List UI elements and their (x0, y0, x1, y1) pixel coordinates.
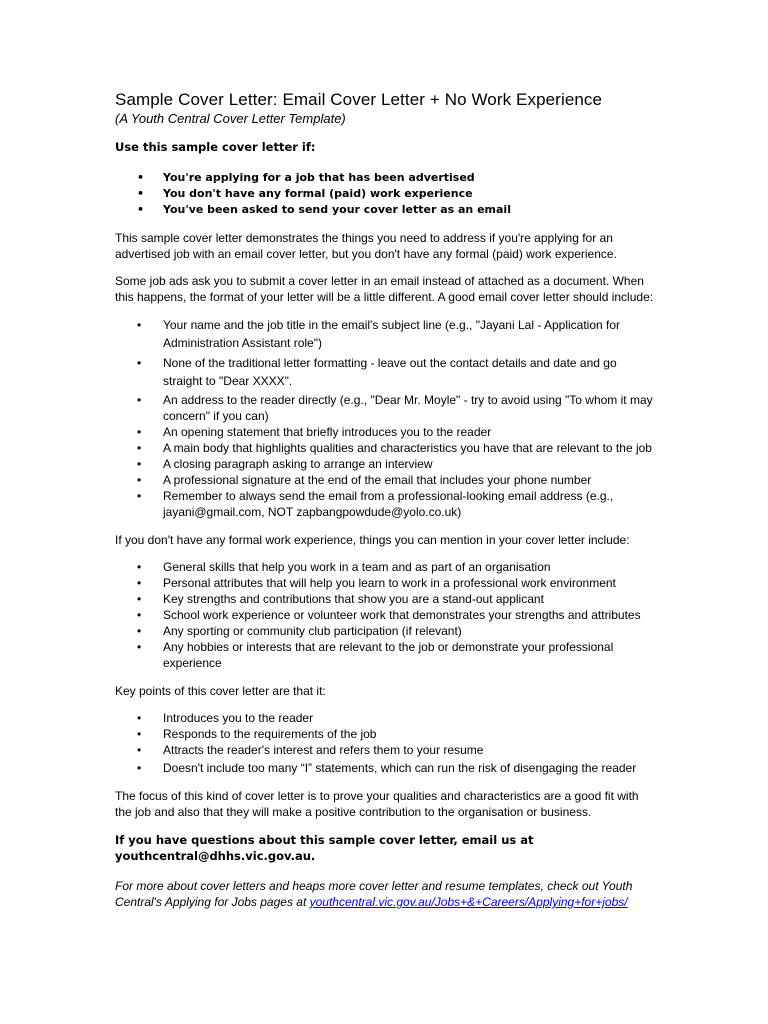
list-item: • Doesn't include too many “I” statements, which can run the risk of disengaging the reader (137, 761, 637, 775)
questions-line: If you have questions about this sample cover letter, email us at youthcentral@dhhs.vic.gov.au. (115, 833, 534, 863)
bullet-icon: • (137, 576, 142, 590)
list-item: • A main body that highlights qualities and characteristics you have that are relevant to the job (137, 441, 652, 455)
list-item: • Remember to always send the email from a professional-looking email address (e.g., jayani@gmail.com, NOT zapbangpowdude@yolo.co.uk) (137, 489, 614, 519)
more-info-paragraph (115, 878, 655, 910)
bullet-icon: • (137, 711, 142, 725)
intro-paragraph: This sample cover letter demonstrates the things you need to address if you're applying for an advertised job with an email cover letter, but you don't have any formal (paid) work experience. (115, 231, 617, 261)
list-item: • Attracts the reader's interest and refers them to your resume (137, 743, 484, 757)
bullet-icon: • (137, 640, 142, 654)
youth-central-link[interactable]: youthcentral.vic.gov.au/Jobs+&+Careers/Applying+for+jobs/ (309, 895, 628, 909)
key-points-list (115, 710, 655, 776)
document-content (115, 89, 655, 910)
bullet-icon: • (137, 473, 142, 487)
list-item: • Introduces you to the reader (137, 711, 314, 725)
bullet-icon: • (137, 203, 145, 216)
list-item: • School work experience or volunteer work that demonstrates your strengths and attributes (137, 608, 641, 622)
bullet-icon: • (137, 624, 142, 638)
list-item: • None of the traditional letter formatting - leave out the contact details and date and go straight to "Dear XXXX". (137, 356, 617, 388)
bullet-icon: • (137, 393, 142, 407)
list-item: • An address to the reader directly (e.g., "Dear Mr. Moyle" - try to avoid using "To whom it may concern" if you can) (137, 393, 653, 423)
bullet-icon: • (137, 743, 142, 757)
list-item: • Any hobbies or interests that are relevant to the job or demonstrate your professional experience (137, 640, 614, 670)
bullet-icon: • (137, 318, 142, 332)
bullet-icon: • (137, 489, 142, 503)
document-title: Sample Cover Letter: Email Cover Letter + No Work Experience (115, 90, 603, 109)
bullet-icon: • (137, 592, 142, 606)
list-item: • You're applying for a job that has been advertised (137, 171, 475, 184)
more-info-text: For more about cover letters and heaps more cover letter and resume templates, check out Youth Central's Applying for Jobs pages at (115, 879, 633, 909)
bullet-icon: • (137, 761, 142, 775)
list-item: • General skills that help you work in a team and as part of an organisation (137, 560, 551, 574)
list-item: • You've been asked to send your cover letter as an email (137, 203, 511, 216)
list-item: • Any sporting or community club participation (if relevant) (137, 624, 462, 638)
format-paragraph: Some job ads ask you to submit a cover letter in an email instead of attached as a document. When this happens, the format of your letter will be a little different. A good email cover letter should include: (115, 274, 654, 304)
bullet-icon: • (137, 457, 142, 471)
focus-paragraph: The focus of this kind of cover letter is to prove your qualities and characteristics are a good fit with the job and also that they will make a positive contribution to the organisation or business. (115, 789, 639, 819)
list-item: • Your name and the job title in the email's subject line (e.g., "Jayani Lal - Application for Administration Assistant role") (137, 318, 621, 350)
list-item: • Key strengths and contributions that show you are a stand-out applicant (137, 592, 544, 606)
list-item: • A professional signature at the end of the email that includes your phone number (137, 473, 592, 487)
bullet-icon: • (137, 187, 145, 200)
no-experience-list (115, 559, 655, 671)
email-list (115, 316, 655, 520)
bullet-icon: • (137, 727, 142, 741)
document-subtitle: (A Youth Central Cover Letter Template) (115, 111, 346, 126)
bullet-icon: • (137, 425, 142, 439)
key-points-paragraph: Key points of this cover letter are that it: (115, 684, 326, 698)
list-item: • You don't have any formal (paid) work experience (137, 187, 473, 200)
list-item: • An opening statement that briefly introduces you to the reader (137, 425, 492, 439)
bullet-icon: • (137, 608, 142, 622)
bullet-icon: • (137, 441, 142, 455)
bullet-icon: • (137, 356, 142, 370)
use-if-list (115, 170, 655, 218)
use-if-heading: Use this sample cover letter if: (115, 140, 316, 154)
list-item: • Personal attributes that will help you learn to work in a professional work environment (137, 576, 616, 590)
no-experience-paragraph: If you don't have any formal work experience, things you can mention in your cover letter include: (115, 533, 630, 547)
list-item: • Responds to the requirements of the job (137, 727, 377, 741)
bullet-icon: • (137, 171, 145, 184)
bullet-icon: • (137, 560, 142, 574)
list-item: • A closing paragraph asking to arrange an interview (137, 457, 433, 471)
